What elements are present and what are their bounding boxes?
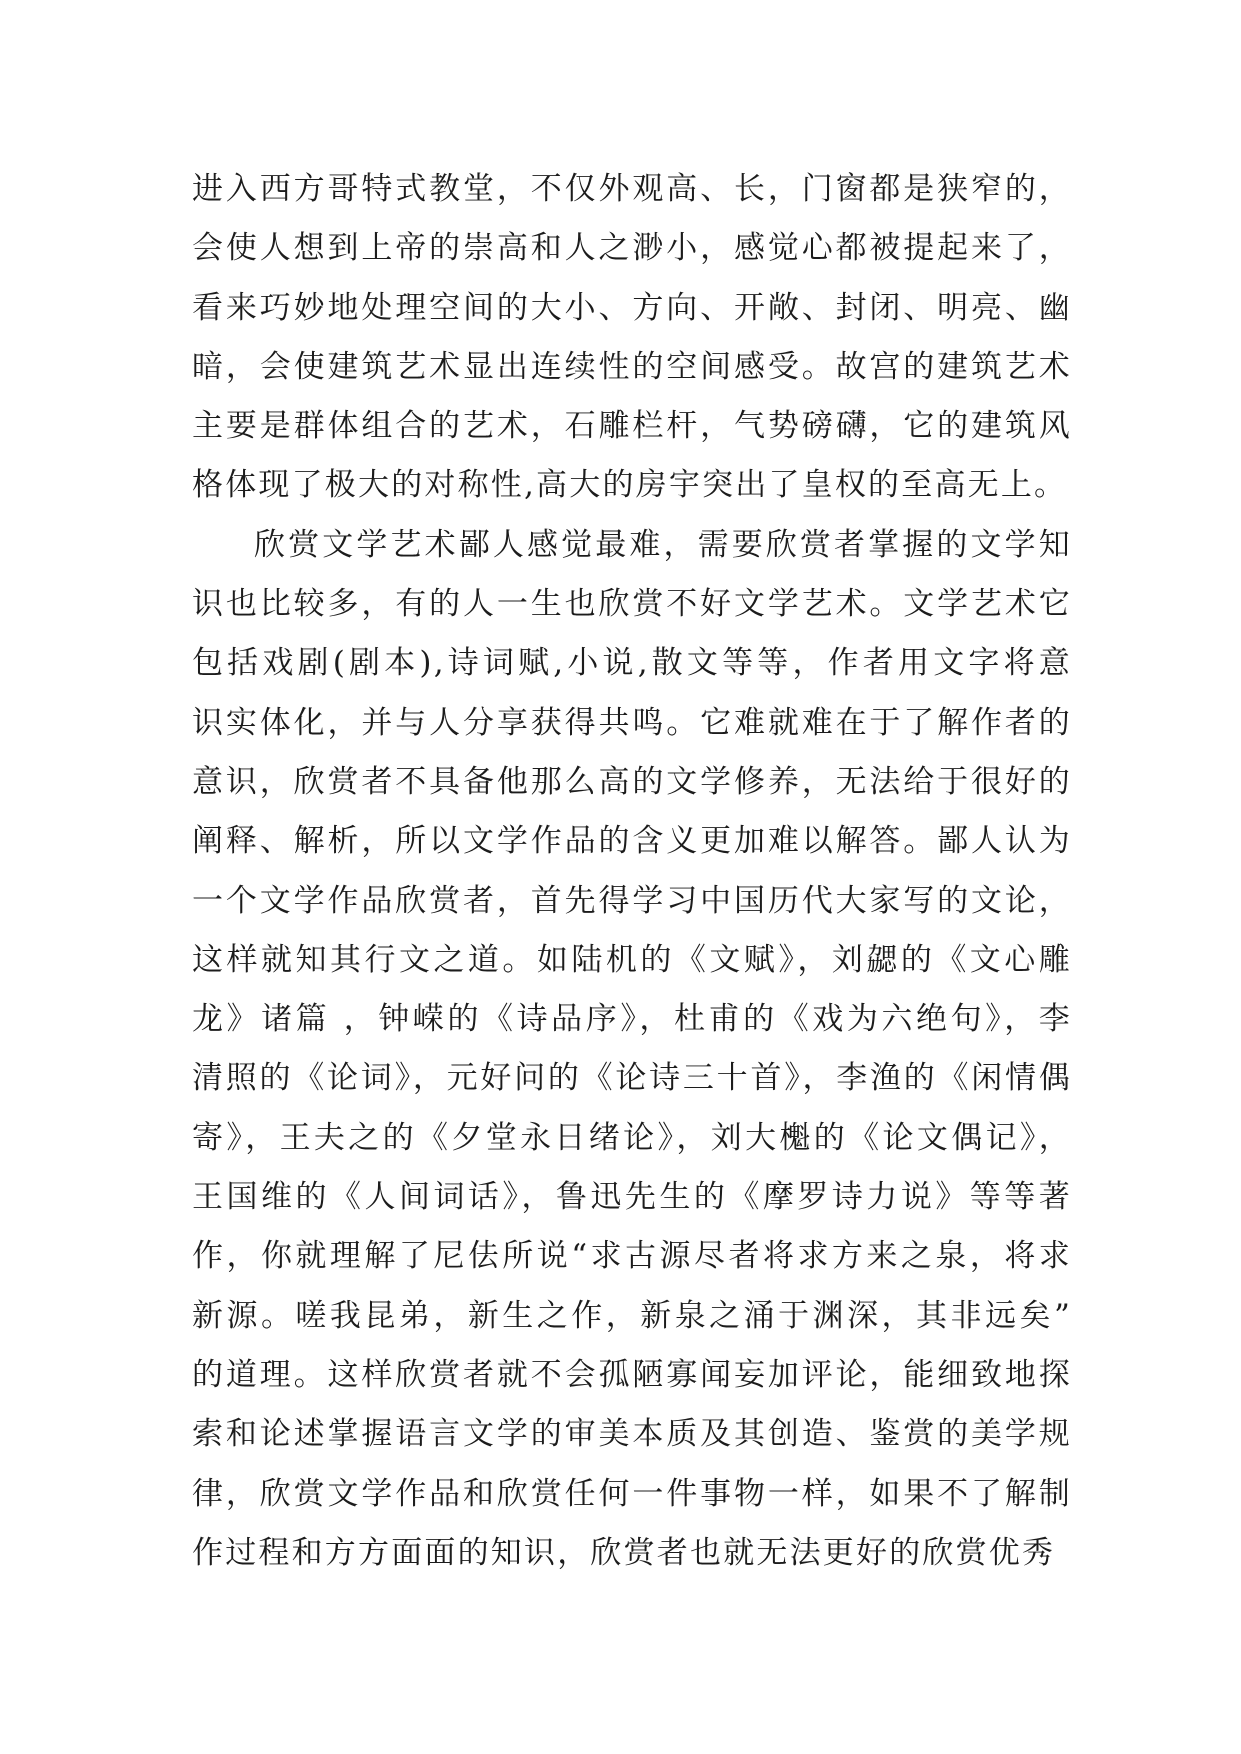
paragraph-first-line: 欣赏文学艺术鄙人感觉最难，需要欣赏者掌握的文学知 (254, 526, 1072, 563)
text-line: 作，你就理解了尼佉所说“求古源尽者将求方来之泉，将求 (192, 1238, 1072, 1275)
body-text (192, 160, 1072, 1583)
text-line: 暗，会使建筑艺术显出连续性的空间感受。故宫的建筑艺术 (192, 348, 1072, 385)
text-line: 索和论述掌握语言文学的审美本质及其创造、鉴赏的美学规 (192, 1416, 1072, 1453)
text-line: 新源。嗟我昆弟，新生之作，新泉之涌于渊深，其非远矣” (192, 1297, 1072, 1334)
text-line: 阐释、解析，所以文学作品的含义更加难以解答。鄙人认为 (192, 823, 1072, 860)
text-line: 主要是群体组合的艺术，石雕栏杆，气势磅礴，它的建筑风 (192, 408, 1072, 445)
text-line: 寄》，王夫之的《夕堂永日绪论》，刘大櫆的《论文偶记》， (192, 1119, 1072, 1156)
text-line: 这样就知其行文之道。如陆机的《文赋》，刘勰的《文心雕 (192, 941, 1072, 978)
text-line: 的道理。这样欣赏者就不会孤陋寡闻妄加评论，能细致地探 (192, 1356, 1072, 1393)
text-line: 包括戏剧(剧本),诗词赋,小说,散文等等，作者用文字将意 (192, 645, 1072, 682)
text-line: 会使人想到上帝的崇高和人之渺小，感觉心都被提起来了， (192, 230, 1072, 267)
text-line: 看来巧妙地处理空间的大小、方向、开敞、封闭、明亮、幽 (192, 289, 1072, 326)
text-line: 格体现了极大的对称性,高大的房宇突出了皇权的至高无上。 (192, 467, 1068, 504)
text-line: 清照的《论词》，元好问的《论诗三十首》，李渔的《闲情偶 (192, 1060, 1072, 1097)
text-line: 龙》诸篇 ，钟嵘的《诗品序》，杜甫的《戏为六绝句》，李 (192, 1001, 1072, 1038)
text-line: 律，欣赏文学作品和欣赏任何一件事物一样，如果不了解制 (192, 1475, 1072, 1512)
text-line: 识也比较多，有的人一生也欣赏不好文学艺术。文学艺术它 (192, 586, 1072, 623)
text-line: 王国维的《人间词话》，鲁迅先生的《摩罗诗力说》等等著 (192, 1179, 1072, 1216)
text-line: 意识，欣赏者不具备他那么高的文学修养，无法给于很好的 (192, 763, 1072, 800)
text-line: 作过程和方方面面的知识，欣赏者也就无法更好的欣赏优秀 (192, 1534, 1056, 1571)
text-line: 进入西方哥特式教堂，不仅外观高、长，门窗都是狭窄的， (192, 171, 1072, 207)
text-line: 一个文学作品欣赏者，首先得学习中国历代大家写的文论， (192, 882, 1072, 919)
text-line: 识实体化，并与人分享获得共鸣。它难就难在于了解作者的 (192, 704, 1072, 741)
